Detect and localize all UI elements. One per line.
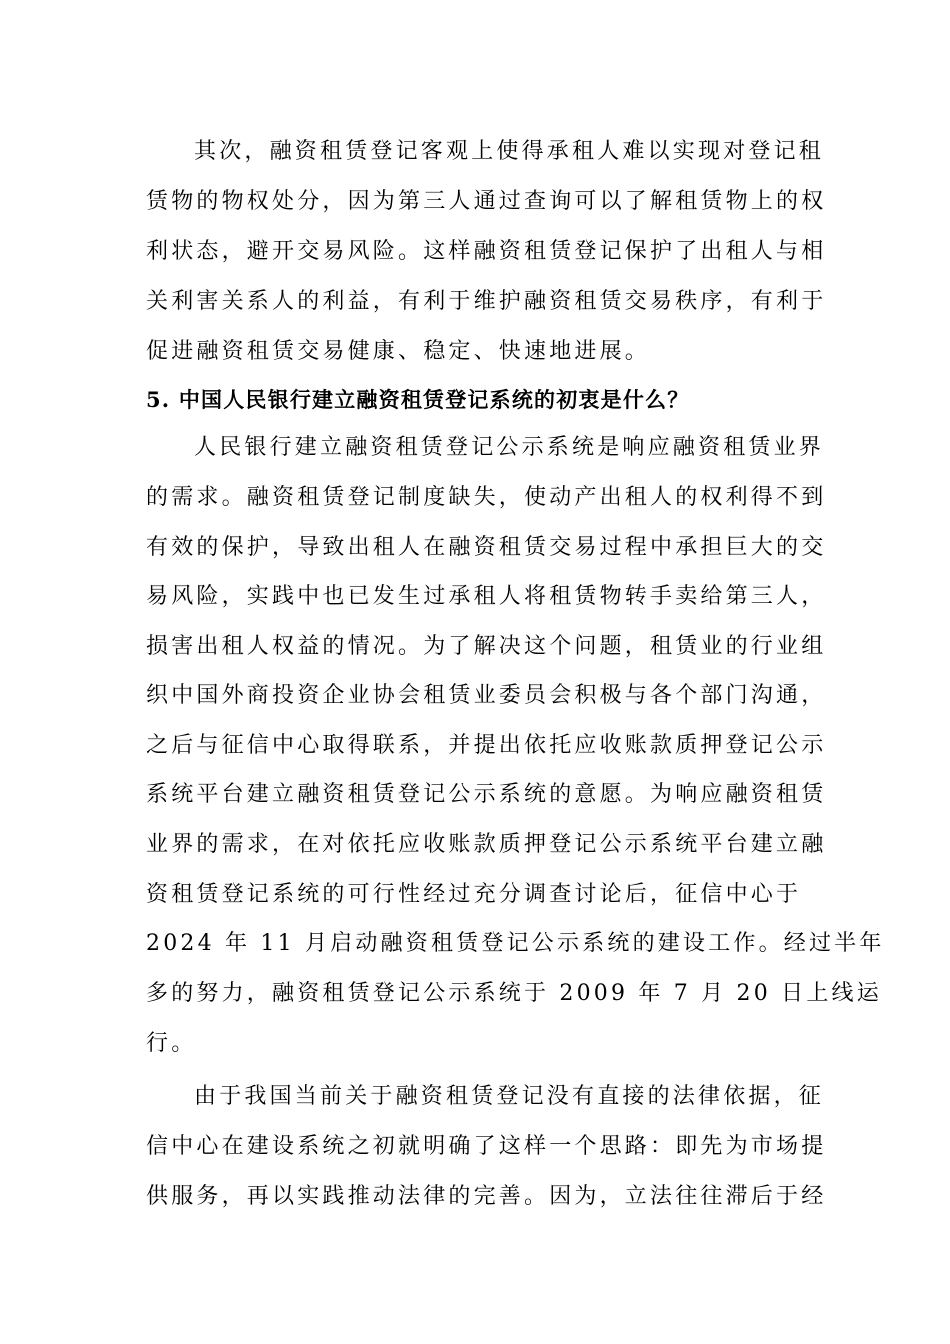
- paragraph-line: 行。: [146, 1031, 197, 1056]
- paragraph-line: 资租赁登记系统的可行性经过充分调查讨论后，征信中心于: [146, 882, 802, 907]
- paragraph-line: 织中国外商投资企业协会租赁业委员会积极与各个部门沟通，: [146, 683, 827, 708]
- paragraph-line: 之后与征信中心取得联系，并提出依托应收账款质押登记公示: [146, 733, 827, 758]
- paragraph-line: 赁物的物权处分，因为第三人通过查询可以了解租赁物上的权: [146, 189, 827, 214]
- section-heading: 5. 中国人民银行建立融资租赁登记系统的初衷是什么？: [146, 387, 690, 412]
- paragraph-line: 人民银行建立融资租赁登记公示系统是响应融资租赁业界: [194, 435, 825, 460]
- paragraph-line: 由于我国当前关于融资租赁登记没有直接的法律依据，征: [194, 1084, 825, 1109]
- paragraph-line: 业界的需求，在对依托应收账款质押登记公示系统平台建立融: [146, 832, 827, 857]
- paragraph-line: 其次，融资租赁登记客观上使得承租人难以实现对登记租: [194, 139, 825, 164]
- paragraph-line: 系统平台建立融资租赁登记公示系统的意愿。为响应融资租赁: [146, 782, 827, 807]
- paragraph-line: 促进融资租赁交易健康、稳定、快速地进展。: [146, 339, 651, 364]
- paragraph-line: 信中心在建设系统之初就明确了这样一个思路：即先为市场提: [146, 1134, 827, 1159]
- paragraph-line: 损害出租人权益的情况。为了解决这个问题，租赁业的行业组: [146, 634, 827, 659]
- paragraph-line: 多的努力，融资租赁登记公示系统于 2009 年 7 月 20 日上线运: [146, 981, 882, 1006]
- paragraph-line: 关利害关系人的利益，有利于维护融资租赁交易秩序，有利于: [146, 289, 827, 314]
- paragraph-line: 利状态，避开交易风险。这样融资租赁登记保护了出租人与相: [146, 239, 827, 264]
- paragraph-line: 的需求。融资租赁登记制度缺失，使动产出租人的权利得不到: [146, 485, 827, 510]
- paragraph-line: 2024 年 11 月启动融资租赁登记公示系统的建设工作。经过半年: [146, 931, 885, 956]
- paragraph-line: 有效的保护，导致出租人在融资租赁交易过程中承担巨大的交: [146, 535, 827, 560]
- paragraph-line: 易风险，实践中也已发生过承租人将租赁物转手卖给第三人，: [146, 584, 827, 609]
- paragraph-line: 供服务，再以实践推动法律的完善。因为，立法往往滞后于经: [146, 1184, 827, 1209]
